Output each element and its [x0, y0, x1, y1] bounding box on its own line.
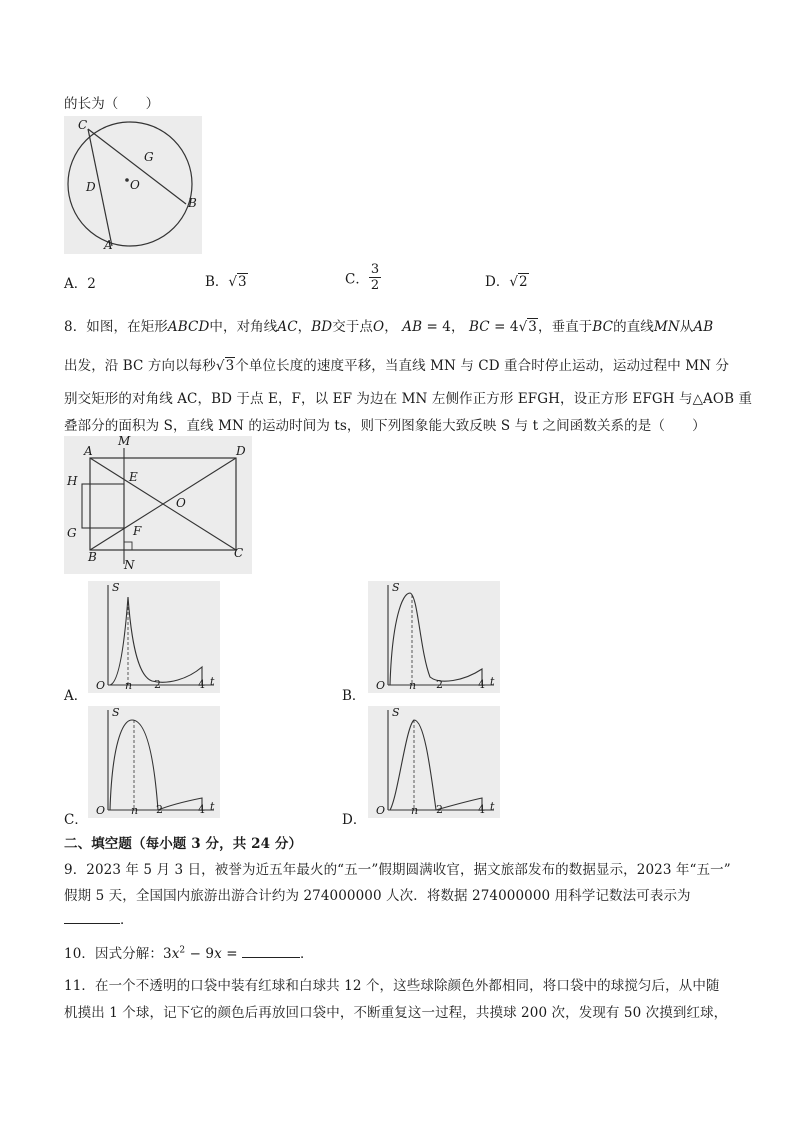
q9-line-1: 9．2023 年 5 月 3 日，被誉为近五年最火的“五一”假期圆满收官，据文旅部发布的数据显示，2023 年“五一” — [64, 862, 731, 878]
q7-option-c: C． $\frac{3}{2}$ — [345, 262, 380, 293]
label-b: B — [188, 196, 197, 210]
label-a: A — [104, 238, 113, 252]
graph-c-n: n — [131, 804, 139, 817]
q10-answer-blank[interactable] — [242, 943, 300, 958]
graph-d-o: O — [376, 804, 386, 817]
q11-line-2: 机摸出 1 个球，记下它的颜色后再放回口袋中，不断重复这一过程，共摸球 200 次，发现有 50 次摸到红球， — [64, 1005, 728, 1021]
graph-c-letter: C． — [64, 812, 88, 828]
q7-option-a: A．2 — [64, 276, 96, 292]
label-g: G — [144, 150, 154, 164]
label-a: A — [84, 444, 93, 458]
label-h: H — [67, 474, 78, 488]
graph-d-letter: D． — [342, 812, 367, 828]
circle-figure — [64, 116, 202, 254]
graph-c-t: t — [210, 800, 215, 813]
label-d: D — [86, 180, 96, 194]
q9-line-2: 假期 5 天，全国国内旅游出游合计约为 274000000 人次．将数据 274000000 用科学记数法可表示为 — [64, 888, 691, 904]
graph-a-2: 2 — [154, 678, 161, 691]
graph-b-s: S — [392, 581, 400, 594]
graph-d-n: n — [411, 804, 419, 817]
q9-answer-line: ． — [64, 908, 134, 928]
q7-option-d: D．√2 — [485, 274, 528, 290]
q8-line-4: 叠部分的面积为 S，直线 MN 的运动时间为 ts，则下列图象能大致反映 S 与 t 之间函数关系的是（ ） — [64, 418, 706, 434]
label-g: G — [67, 526, 77, 540]
label-f: F — [133, 524, 142, 538]
label-d: D — [236, 444, 246, 458]
graph-d-2: 2 — [436, 803, 443, 816]
graph-b-t: t — [490, 675, 495, 688]
graph-d-figure — [368, 706, 500, 818]
graph-b-4: 4 — [478, 678, 485, 691]
q8-line-1: 8．如图，在矩形ABCD中，对角线AC，BD交于点O， AB = 4， BC = 4√3，垂直于BC的直线MN从AB — [64, 319, 714, 335]
graph-c-2: 2 — [156, 803, 163, 816]
graph-a-letter: A． — [64, 688, 88, 704]
graph-a-n: n — [125, 679, 133, 692]
rectangle-figure — [64, 436, 252, 574]
graph-c-figure — [88, 706, 220, 818]
q8-line-3: 别交矩形的对角线 AC，BD 于点 E，F，以 EF 为边在 MN 左侧作正方形 EFGH，设正方形 EFGH 与△AOB 重 — [64, 391, 753, 407]
q9-answer-blank[interactable] — [64, 909, 120, 924]
graph-a-t: t — [210, 675, 215, 688]
graph-a-o: O — [96, 679, 106, 692]
graph-a-s: S — [112, 581, 120, 594]
graph-b-o: O — [376, 679, 386, 692]
q7-tail-text: 的长为（ ） — [64, 96, 160, 112]
label-b: B — [88, 550, 97, 564]
label-o: O — [176, 496, 186, 510]
graph-b-2: 2 — [436, 678, 443, 691]
graph-d-4: 4 — [478, 803, 485, 816]
graph-a-4: 4 — [198, 678, 205, 691]
graph-c-4: 4 — [198, 803, 205, 816]
label-c: C — [234, 546, 244, 560]
label-c: C — [78, 118, 88, 132]
label-o: O — [130, 178, 140, 192]
label-m: M — [118, 434, 131, 448]
q7-option-b: B．√3 — [205, 274, 247, 290]
label-n: N — [124, 558, 135, 572]
graph-a-figure — [88, 581, 220, 693]
graph-c-s: S — [112, 706, 120, 719]
graph-d-s: S — [392, 706, 400, 719]
graph-c-o: O — [96, 804, 106, 817]
q8-line-2: 出发，沿 BC 方向以每秒√3个单位长度的速度平移，当直线 MN 与 CD 重合时停止运动，运动过程中 MN 分 — [64, 358, 730, 374]
graph-b-n: n — [409, 679, 417, 692]
q10-line: 10．因式分解：$3x^2 - 9x$ = ． — [64, 942, 314, 962]
graph-b-figure — [368, 581, 500, 693]
label-e: E — [129, 470, 138, 484]
graph-b-letter: B． — [342, 688, 366, 704]
q11-line-1: 11．在一个不透明的口袋中装有红球和白球共 12 个，这些球除颜色外都相同，将口袋中的球搅匀后，从中随 — [64, 978, 720, 994]
graph-d-t: t — [490, 800, 495, 813]
section-2-heading: 二、填空题（每小题 3 分，共 24 分） — [64, 836, 303, 852]
